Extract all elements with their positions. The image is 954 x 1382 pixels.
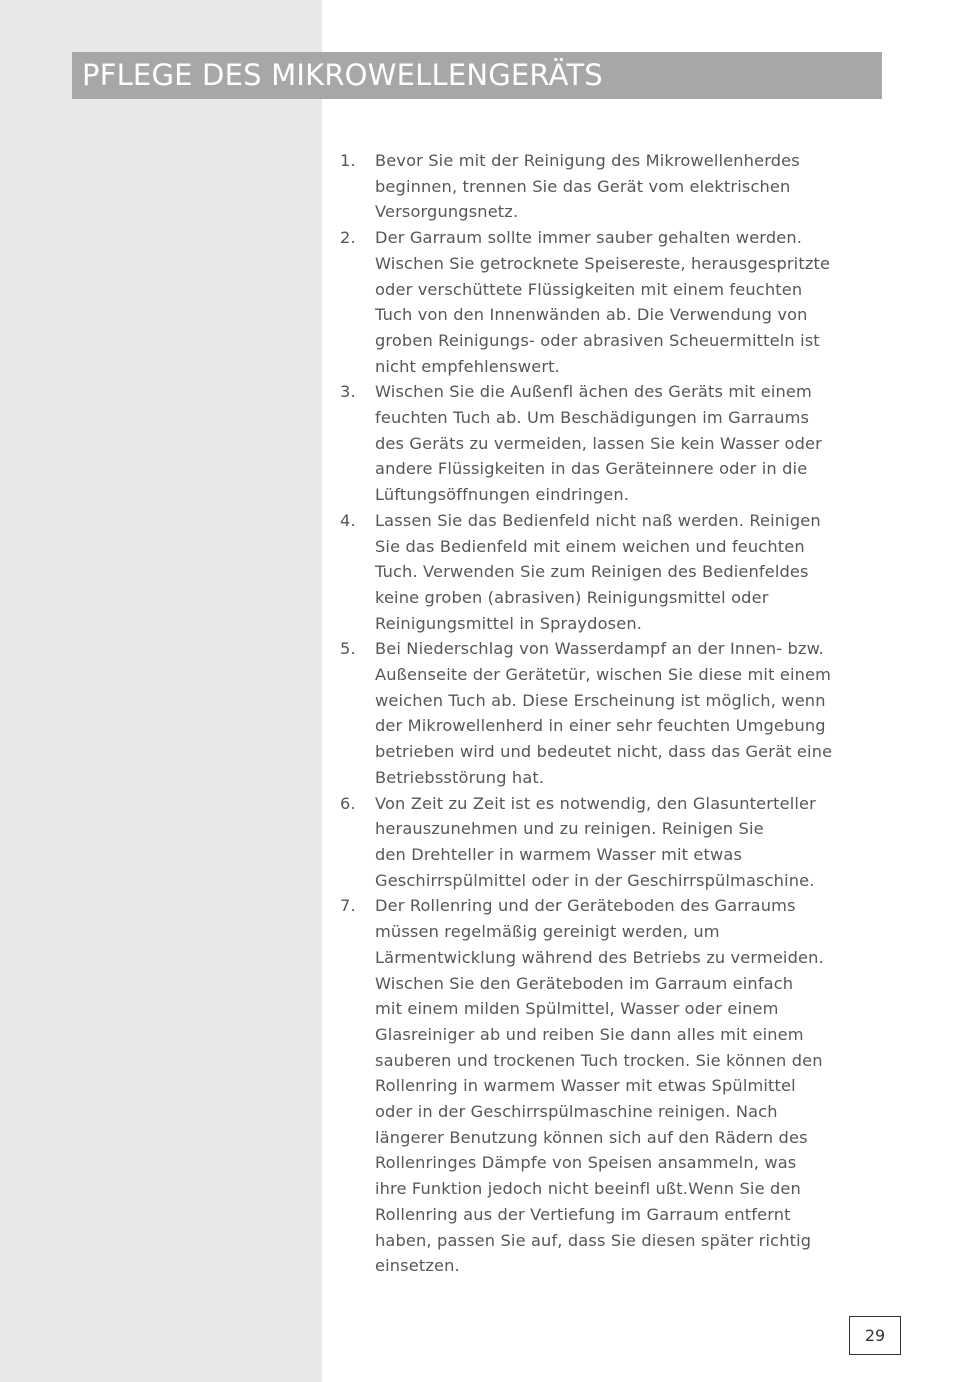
step-text: Der Rollenring und der Geräteboden des Garraums müssen regelmäßig gereinigt werden, um Lärmentwicklung während des Betriebs zu vermeiden. Wischen Sie den Geräteboden im Garraum einfach mit einem milden Spülmittel, Wasser oder einem Glasreiniger ab und reiben Sie dann alles mit einem sauberen und trockenen Tuch trocken. Sie können den Rollenring in warmem Wasser mit etwas Spülmittel oder in der Geschirrspülmaschine reinigen. Nach längerer Benutzung können sich auf den Rädern des Rollenringes Dämpfe von Speisen ansammeln, was ihre Funktion jedoch nicht beeinfl ußt.Wenn Sie den Rollenring aus der Vertiefung im Garraum entfernt haben, passen Sie auf, dass Sie diesen später richtig einsetzen. [375,896,824,1276]
step-text: Bei Niederschlag von Wasserdampf an der Innen- bzw. Außenseite der Gerätetür, wischen Sie diese mit einem weichen Tuch ab. Diese Erscheinung ist möglich, wenn der Mikrowellenherd in einer sehr feuchten Umgebung betrieben wird und bedeutet nicht, dass das Gerät eine Betriebsstörung hat. [375,639,833,787]
step-text: Der Garraum sollte immer sauber gehalten werden. Wischen Sie getrocknete Speisereste, herausgespritzte oder verschüttete Flüssigkeiten mit einem feuchten Tuch von den Innenwänden ab. Die Verwendung von groben Reinigungs- oder abrasiven Scheuermitteln ist nicht empfehlenswert. [375,228,831,376]
step-number: 4. [340,510,356,530]
side-band [0,0,322,1382]
section-title-bar [72,52,882,99]
step-number: 3. [340,382,356,402]
list-item [340,636,885,790]
step-number: 7. [340,896,356,916]
step-text: Wischen Sie die Außenfl ächen des Geräts mit einem feuchten Tuch ab. Um Beschädigungen im Garraums des Geräts zu vermeiden, lassen Sie kein Wasser oder andere Flüssigkeiten in das Geräteinnere oder in die Lüftungsöffnungen eindringen. [375,382,822,505]
list-item [340,791,885,894]
step-number: 6. [340,793,356,813]
list-item [340,225,885,379]
instruction-list [340,148,885,1279]
list-item [340,379,885,508]
list-item [340,148,885,225]
step-text: Von Zeit zu Zeit ist es notwendig, den Glasunterteller herauszunehmen und zu reinigen. Reinigen Sie den Drehteller in warmem Wasser mit etwas Geschirrspülmittel oder in der Geschirrspülmaschine. [375,793,816,890]
step-number: 2. [340,228,356,248]
step-text: Bevor Sie mit der Reinigung des Mikrowellenherdes beginnen, trennen Sie das Gerät vom elektrischen Versorgungsnetz. [375,151,800,222]
list-item [340,893,885,1279]
page-title: PFLEGE DES MIKROWELLENGERÄTS [82,58,603,92]
page-number: 29 [864,1326,886,1345]
page-number-box [849,1316,901,1355]
list-item [340,508,885,637]
step-number: 5. [340,639,356,659]
step-text: Lassen Sie das Bedienfeld nicht naß werden. Reinigen Sie das Bedienfeld mit einem weichen und feuchten Tuch. Verwenden Sie zum Reinigen des Bedienfeldes keine groben (abrasiven) Reinigungsmittel oder Reinigungsmittel in Spraydosen. [375,510,821,633]
step-number: 1. [340,151,356,170]
care-instructions [340,148,885,1279]
